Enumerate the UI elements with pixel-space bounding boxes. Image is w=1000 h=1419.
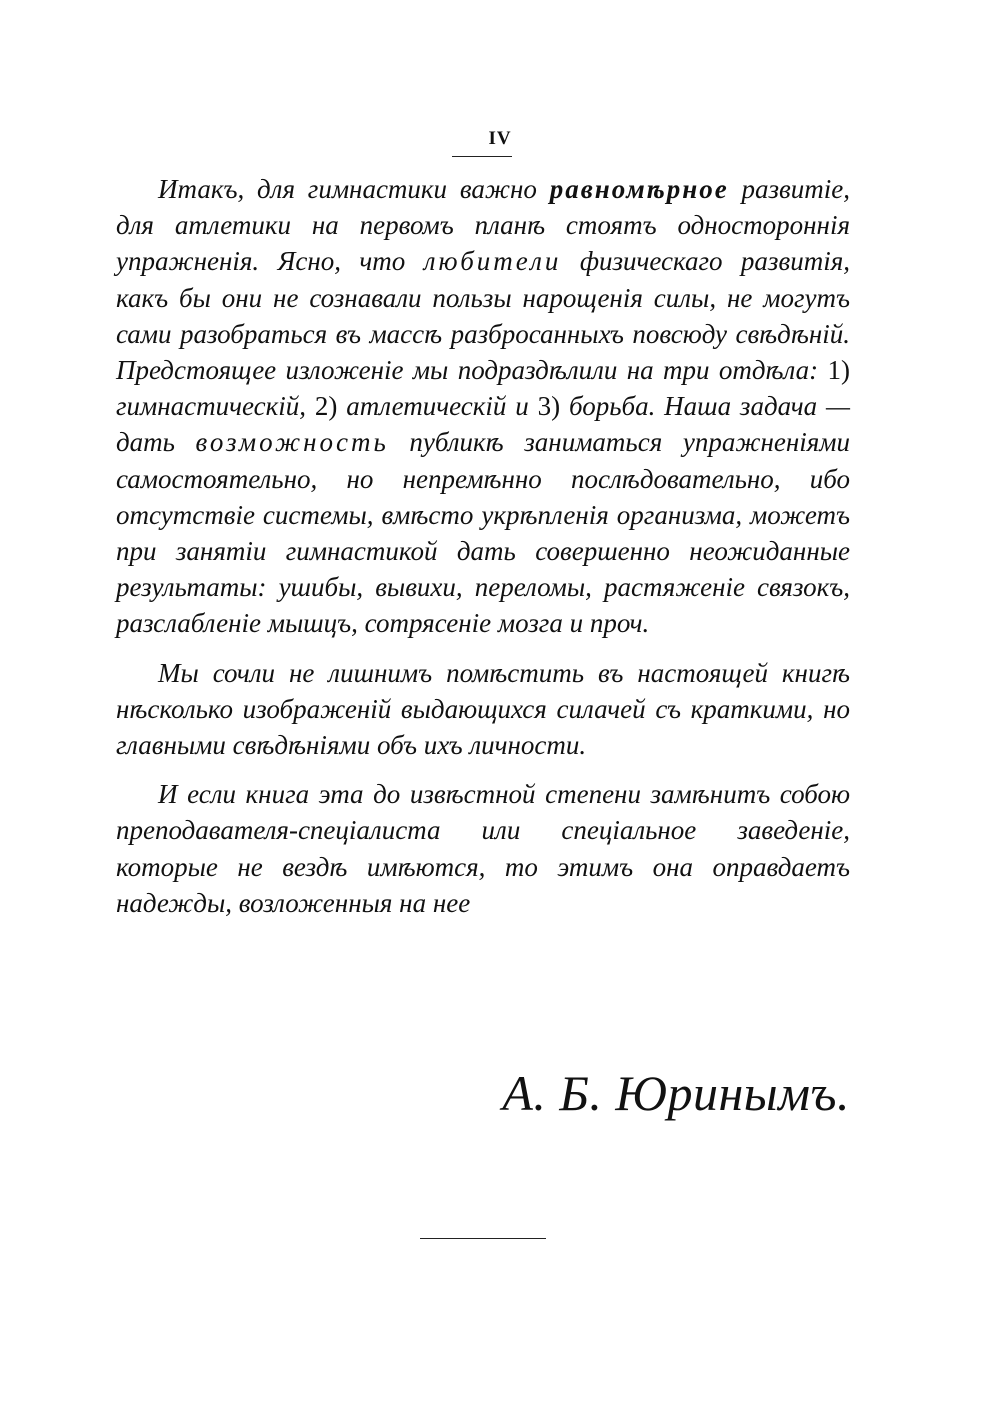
p1-part-c: развитіе, для атлетики на первомъ планѣ стоятъ одностороннія упражненія. Ясно, что	[116, 174, 850, 277]
p1-part-i: атлетическій и	[337, 391, 538, 422]
p1-part-k: борьба. Наша задача — дать	[116, 391, 850, 458]
p1-spaced-lovers: любители	[423, 246, 562, 277]
paragraph-2: Мы сочли не лишнимъ помѣстить въ настоящей книгѣ нѣсколько изображеній выдающихся силачей съ краткими, но главными свѣдѣніями объ ихъ личности.	[116, 657, 850, 761]
top-rule	[452, 156, 512, 157]
bottom-rule	[420, 1238, 546, 1239]
p1-emphasis-uniform: равномѣрное	[549, 174, 729, 204]
p1-part-m: публикѣ заниматься упражненіями самостоятельно, но непремѣнно послѣдовательно, ибо отсутствіе системы, вмѣсто укрѣпленія организма, можетъ при занятіи гимнастикой дать совершенно неожиданные результаты: ушибы, вывихи, переломы, растяженіе связокъ, разслабленіе мышцъ, сотрясеніе мозга и проч.	[116, 427, 850, 639]
p1-part-a: Итакъ, для гимнастики важно	[158, 174, 550, 204]
p1-num-2: 2)	[314, 391, 338, 422]
p1-part-e: физическаго развитія, какъ бы они не сознавали пользы нарощенія силы, не могутъ сами разобраться въ массѣ разбросанныхъ повсюду свѣдѣній. Предстоящее изложеніе мы подраздѣлили на три отдѣла:	[116, 246, 850, 386]
body-text	[116, 171, 850, 921]
author-signature: А. Б. Юринымъ.	[502, 1065, 850, 1121]
paragraph-3: И если книга эта до извѣстной степени замѣнитъ собою преподавателя-спеціалиста или спеціальное заведеніе, которые не вездѣ имѣются, то этимъ она оправдаетъ надежды, возложенныя на нее	[116, 779, 850, 918]
page-number: IV	[488, 128, 512, 149]
p1-spaced-possibility: возможность	[195, 427, 389, 458]
p1-part-g: гимнастическій,	[116, 391, 315, 422]
p1-num-1: 1)	[827, 355, 850, 386]
p1-num-3: 3)	[537, 391, 561, 422]
paragraph-1	[116, 171, 850, 642]
